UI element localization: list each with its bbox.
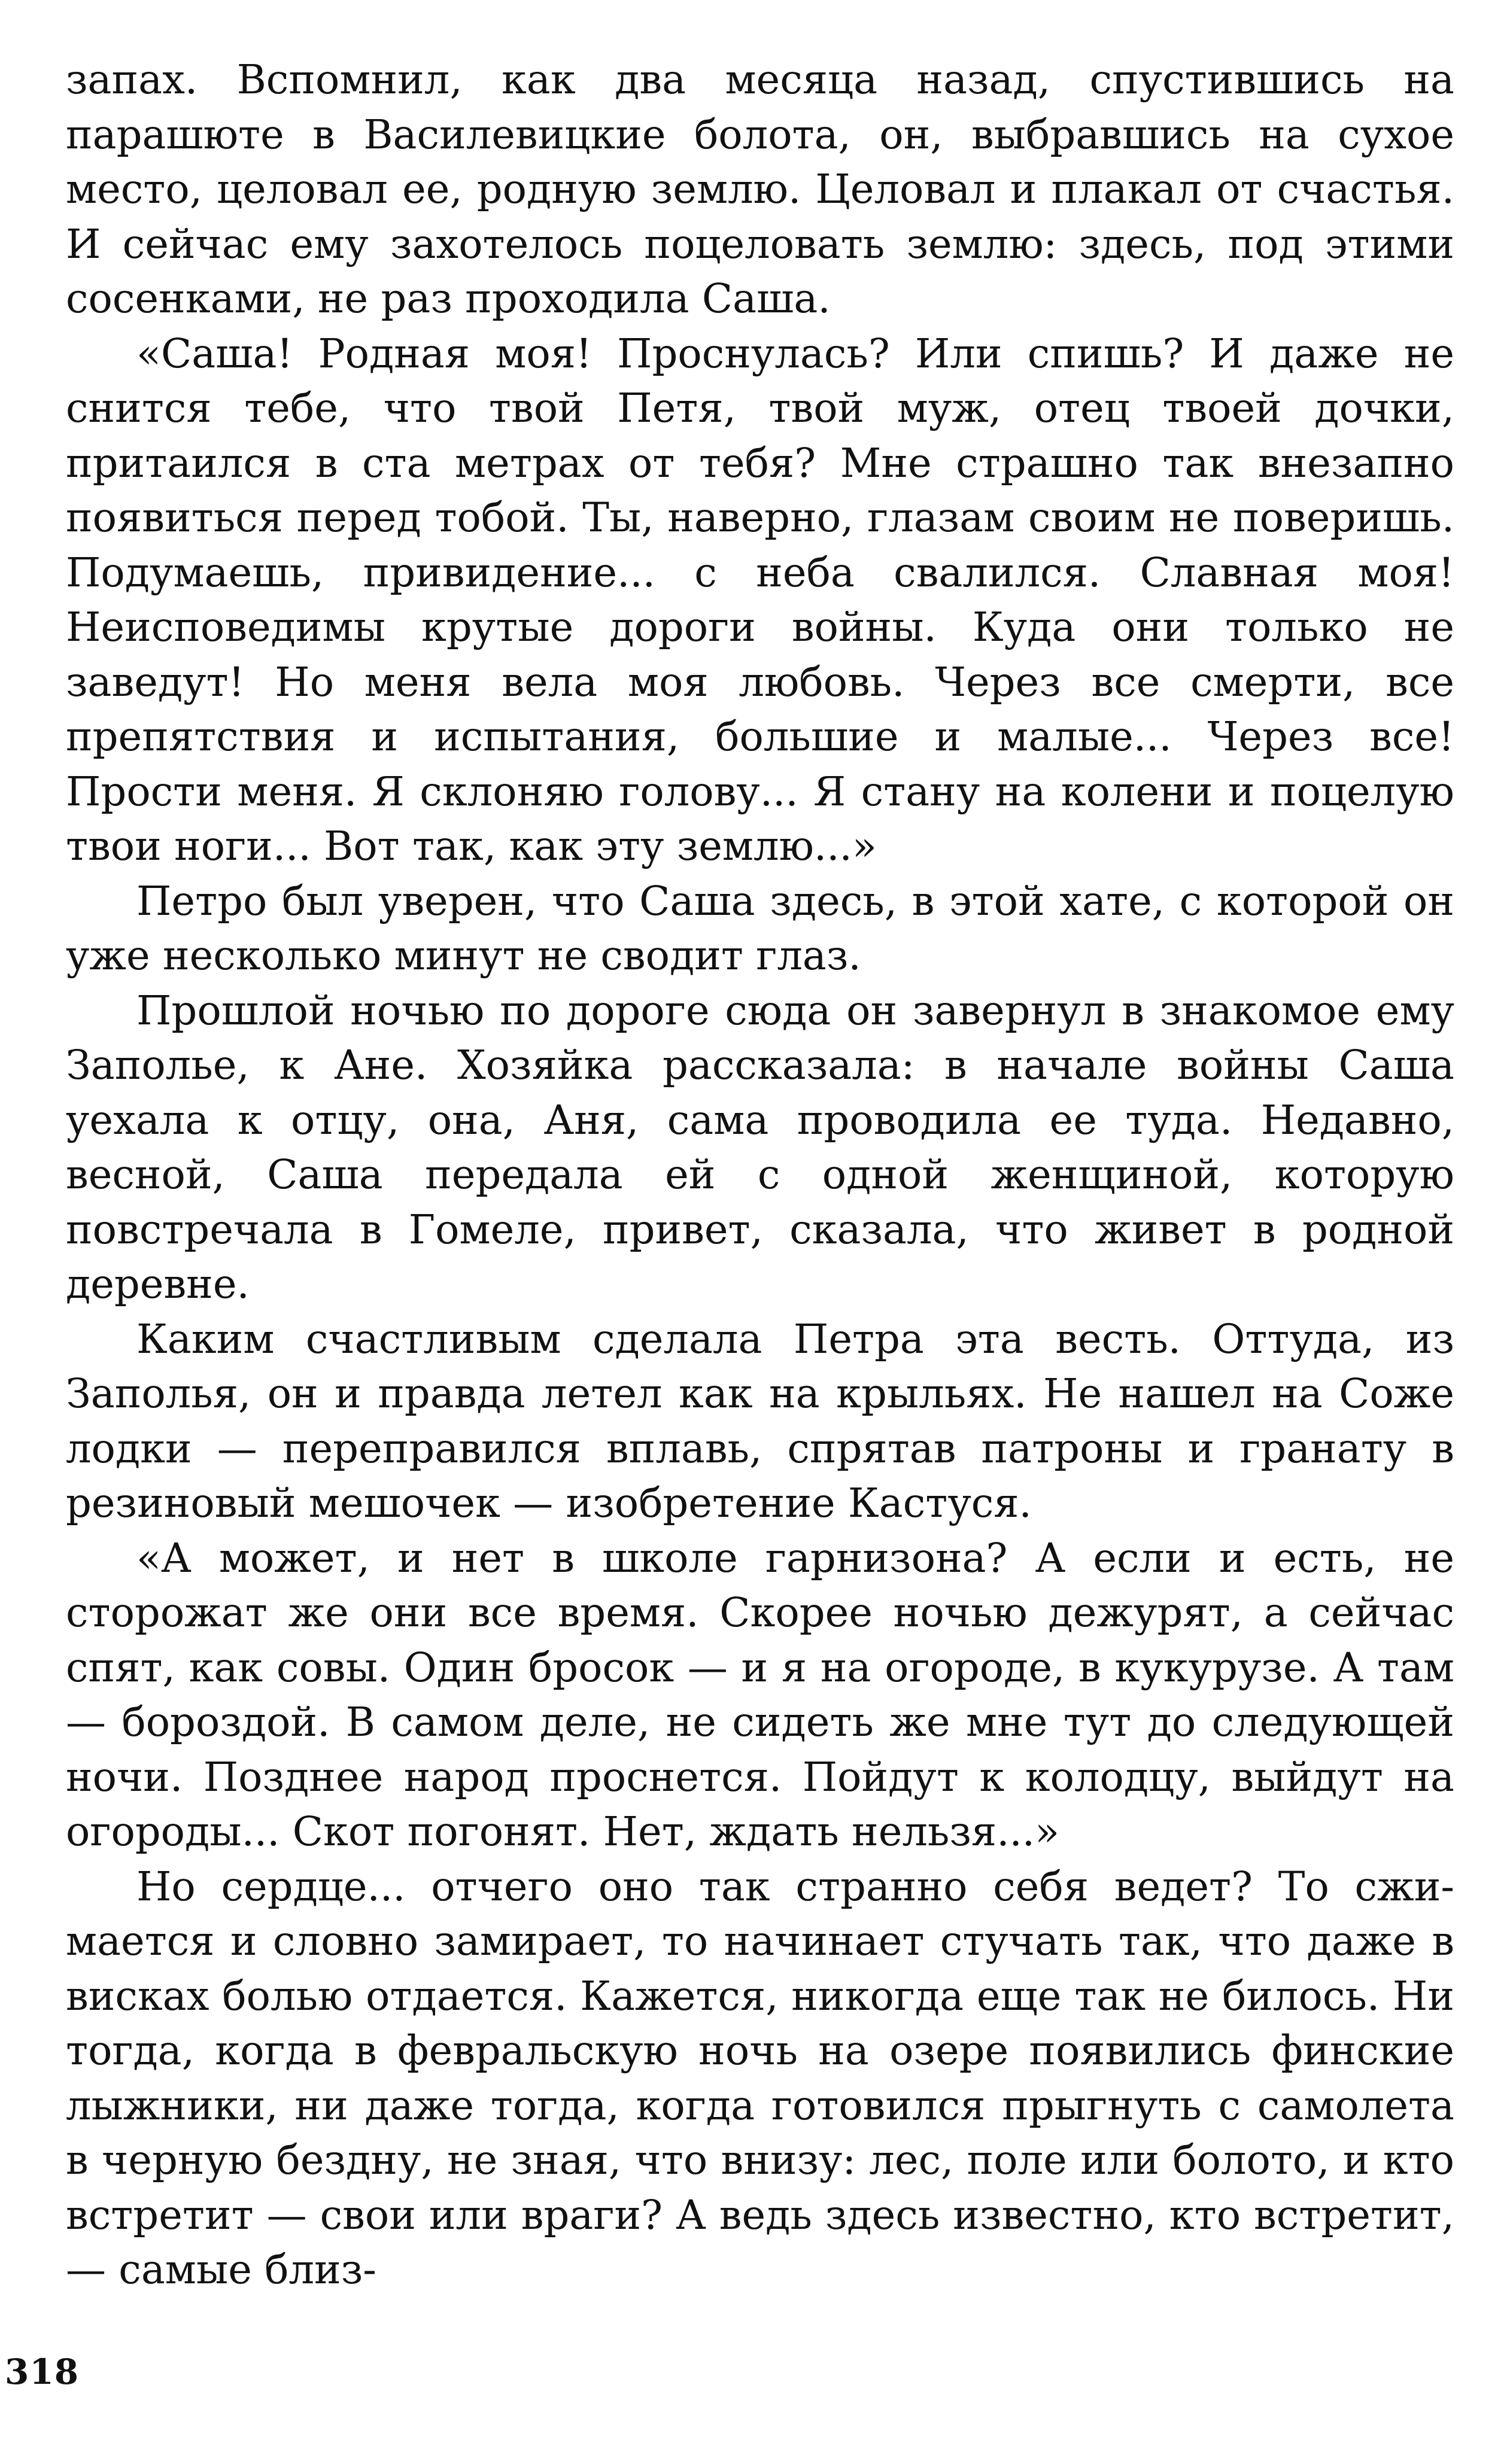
paragraph-petro-certain: Петро был уверен, что Саша здесь, в этой хате, с которой он уже несколько минут не сводит глаз. xyxy=(66,877,1454,979)
paragraph-heart: Но сердце... отчего оно так странно себя ведет? То сжимается и словно замирает, то начинает стучать так, что даже в висках болью отдается. Кажется, никогда еще так не билось. Ни тогда, когда в февральскую ночь на озере появились финские лыжники, ни даже тогда, когда готовился прыгнуть с самолета в черную бездну, не зная, что внизу: лес, поле или болото, и кто встретит — свои или враги? А ведь здесь известно, кто встретит,— самые близ- xyxy=(66,1863,1454,2293)
paragraph-garrison-thoughts: «А может, и нет в школе гарнизона? А если и есть, не сторожат же они все время. Скорее ночью дежурят, а сейчас спят, как совы. Один бросок — и я на огороде, в кукурузе. А там — бороздой. В самом деле, не сидеть же мне тут до следующей ночи. Позднее народ проснется. Пойдут к колодцу, выйдут на огороды... Скот погонят. Нет, ждать нельзя...» xyxy=(66,1534,1454,1855)
paragraph-last-night: Прошлой ночью по дороге сюда он завернул в знакомое ему Заполье, к Ане. Хозяйка рассказала: в начале войны Саша уехала к отцу, она, Аня, сама проводила ее туда. Недавно, весной, Саша передала ей с одной женщиной, которую повстречала в Гомеле, привет, сказала, что живет в родной деревне. xyxy=(66,987,1454,1307)
paragraph-inner-monologue-sasha: «Саша! Родная моя! Проснулась? Или спишь? И даже не снится тебе, что твой Петя, твой муж, отец твоей дочки, притаился в ста метрах от тебя? Мне страшно так внезапно появиться перед тобой. Ты, наверно, глазам своим не поверишь. Подумаешь, привидение... с неба свалился. Славная моя! Неисповедимы крутые дороги войны. Куда они только не заведут! Но меня вела моя любовь. Через все смерти, все препятствия и испытания, большие и малые... Через все! Прости меня. Я склоняю голову... Я стану на колени и поцелую твои ноги... Вот так, как эту землю...» xyxy=(66,330,1454,869)
body-text xyxy=(66,53,1454,2298)
paragraph-continuation: запах. Вспомнил, как два месяца назад, спустившись на парашюте в Василевицкие болота, он, выбравшись на сухое место, целовал ее, родную землю. Целовал и плакал от счастья. И сейчас ему захотелось поцеловать землю: здесь, под этими сосенками, не раз проходила Саша. xyxy=(66,56,1454,322)
paragraph-happy-news: Каким счастливым сделала Петра эта весть. Оттуда, из Заполья, он и правда летел как на крыльях. Не нашел на Соже лодки — переправился вплавь, спрятав патроны и гранату в резиновый мешочек — изобретение Кастуся. xyxy=(66,1315,1454,1526)
page-number: 318 xyxy=(5,2352,80,2392)
